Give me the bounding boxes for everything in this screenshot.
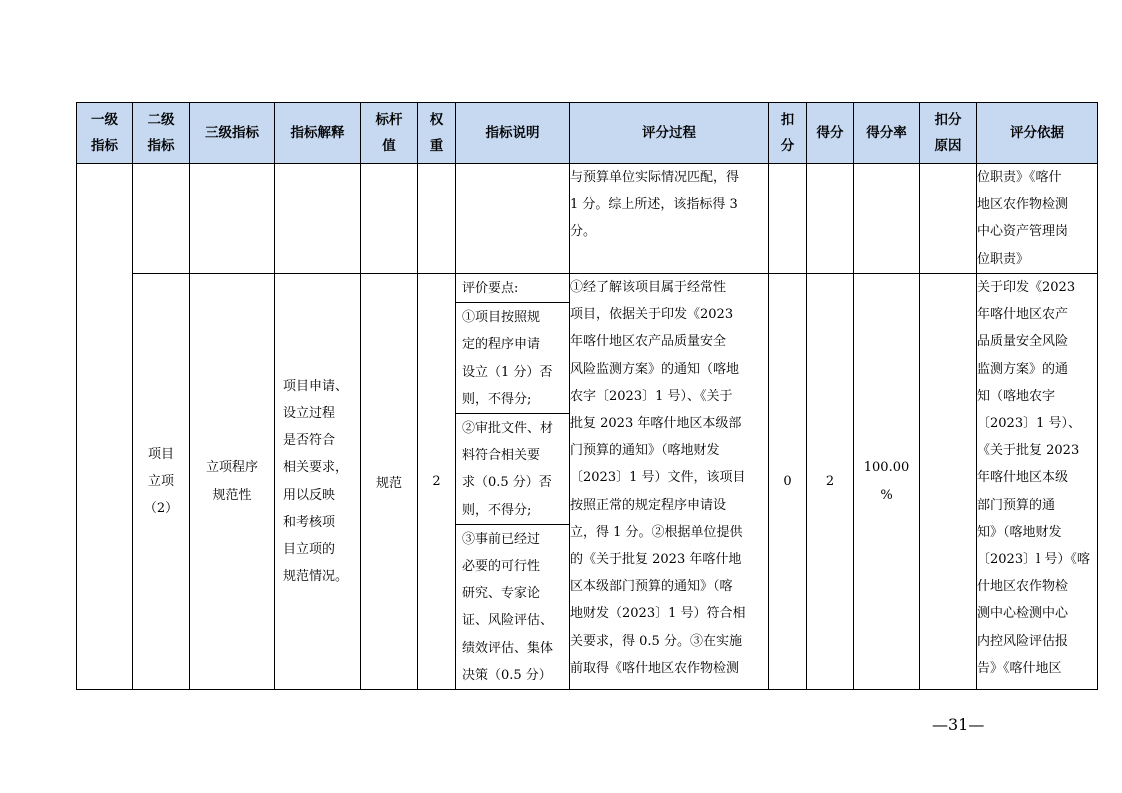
text-line: 项目 [147,446,174,462]
text-line: 的《关于批复 2023 年喀什地 [570,552,742,568]
continued-basis-cell [977,164,1098,274]
text-line: 与预算单位实际情况匹配，得 [570,170,740,185]
deduction-cell: 0 [769,274,807,690]
table-row-project-setup [77,274,1098,690]
text-line: 规范情况。 [283,569,349,585]
header-score: 得分 [807,103,854,164]
text-line: 〔2023〕1 号）文件，该项目 [570,470,746,486]
text-line: 100.00 [863,460,910,476]
score-cell: 2 [807,274,854,690]
deduction-reason-cell [920,274,977,690]
text-line: ①项目按照规 [462,310,541,326]
text-line: ①经了解该项目属于经常性 [570,280,727,295]
text-line: 关于印发《2023 [977,280,1076,295]
page-number: —31— [932,715,985,734]
text-line: 料符合相关要 [462,448,541,464]
text-line: 则，不得分; [462,502,532,518]
text-line: 研究、专家论 [462,586,541,602]
table-row-continued [77,164,1098,274]
header-description: 指标说明 [456,103,570,164]
score-rate-cell [854,274,920,690]
text-line: 按照正常的规定程序申请设 [570,497,727,513]
benchmark-cell: 规范 [361,274,418,690]
weight-cell: 2 [418,274,456,690]
text-line: 立项 [147,473,174,489]
header-benchmark: 标杆 值 [361,103,418,164]
text-line: 年喀什地区农产品质量安全 [570,334,727,350]
text-line: 什地区农作物检 [977,579,1069,595]
explanation-cell [275,274,361,690]
text-line: 目立项的 [283,541,336,557]
header-explanation: 指标解释 [275,103,361,164]
header-score-rate: 得分率 [854,103,920,164]
header-level1: 一级 指标 [77,103,133,164]
text-line: 监测方案》的通 [977,361,1069,377]
text-line: （2） [143,501,179,517]
text-line: 区本级部门预算的通知》（喀 [570,579,733,595]
text-line: 批复 2023 年喀什地区本级部 [570,416,742,432]
text-line: 证、风险评估、 [462,613,554,629]
text-line: 部门预算的通 [977,497,1056,513]
text-line: 《关于批复 2023 [977,443,1080,459]
evaluation-table [76,102,1098,690]
text-line: 则，不得分; [462,391,532,407]
text-line: 决策（0.5 分） [462,667,552,683]
text-line: 立，得 1 分。②根据单位提供 [570,524,743,540]
text-line: 评价要点: [462,281,519,296]
header-deduction-reason: 扣分 原因 [920,103,977,164]
text-line: 〔2023〕1 号）、 [977,416,1081,432]
header-basis: 评分依据 [977,103,1098,164]
text-line: 测中心检测中心 [977,606,1069,622]
text-line: 关要求，得 0.5 分。③在实施 [570,633,742,649]
text-line: 定的程序申请 [462,337,541,353]
header-level2: 二级 指标 [133,103,190,164]
basis-cell [977,274,1098,690]
text-line: 规范性 [212,487,252,503]
text-line: 内控风险评估报 [977,633,1069,649]
text-line: 用以反映 [283,487,336,503]
text-line: 设立（1 分）否 [462,364,553,380]
text-line: 风险监测方案》的通知（喀地 [570,361,740,377]
text-line: 立项程序 [205,460,258,476]
text-line: 品质量安全风险 [977,334,1069,350]
text-line: 相关要求， [283,460,349,476]
text-line: 设立过程 [283,405,336,421]
level2-cell [133,274,190,690]
process-cell [570,274,769,690]
level3-cell [190,274,275,690]
text-line: 地区农作物检测 [977,197,1069,213]
text-line: 年喀什地区农产 [977,307,1069,323]
text-line: 绩效评估、集体 [462,640,554,656]
text-line: 知（喀地农字 [977,388,1056,404]
text-line: 和考核项 [283,514,336,530]
text-line: 年喀什地区本级 [977,470,1069,486]
text-line: 项目申请、 [283,378,349,394]
header-level3: 三级指标 [190,103,275,164]
text-line: 门预算的通知》（喀地财发 [570,443,720,459]
header-deduction: 扣 分 [769,103,807,164]
continued-process-cell [570,164,769,274]
text-line: 前取得《喀什地区农作物检测 [570,660,740,676]
text-line: % [880,487,893,503]
text-line: 求（0.5 分）否 [462,475,552,491]
text-line: 项目，依据关于印发《2023 [570,307,734,323]
text-line: 位职责》 [977,251,1030,267]
text-line: 中心资产管理岗 [977,224,1069,240]
text-line: 必要的可行性 [462,559,541,575]
text-line: 地财发（2023〕1 号）符合相 [570,606,746,622]
text-line: 〔2023〕l 号）《喀 [977,552,1090,568]
text-line: 位职责》《喀什 [977,170,1062,185]
text-line: 是否符合 [283,433,336,449]
text-line: ②审批文件、材 [462,421,554,437]
header-weight: 权 重 [418,103,456,164]
level1-cell [77,164,133,690]
text-line: 农字〔2023〕1 号）、《关于 [570,388,733,404]
header-process: 评分过程 [570,103,769,164]
header-row [77,103,1098,164]
text-line: 告》《喀什地区 [977,660,1062,676]
description-cell [456,274,570,690]
text-line: 1 分。综上所述，该指标得 3 [570,197,738,213]
text-line: 分。 [570,224,597,240]
text-line: 知》（喀地财发 [977,524,1062,540]
text-line: ③事前已经过 [462,531,541,547]
